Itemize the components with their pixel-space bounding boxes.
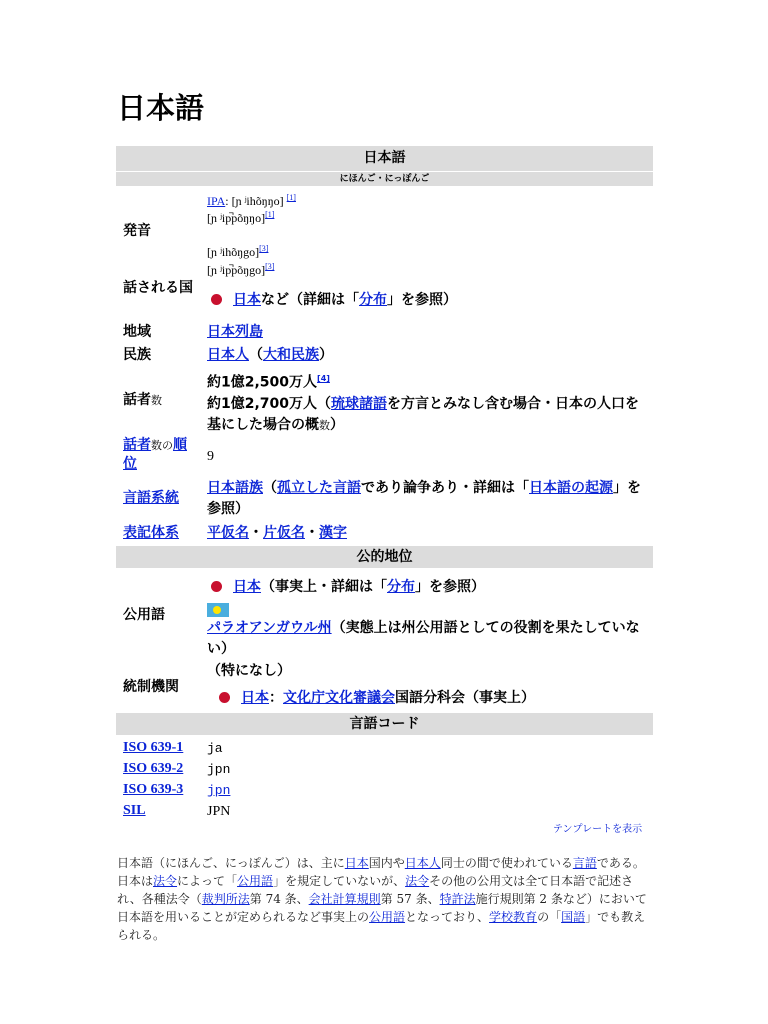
- ethnicity-label: 民族: [123, 347, 151, 363]
- japan-flag-icon: [207, 581, 225, 593]
- template-link-wrap: [553, 820, 642, 835]
- school-education-link[interactable]: 学校教育: [489, 910, 538, 924]
- ipa-line-2: [ɲ ʲip̚põŋŋo][1]: [207, 210, 275, 225]
- speakers-value: [207, 368, 653, 436]
- official-language-link[interactable]: 公用語: [237, 874, 274, 888]
- region-label: 地域: [123, 324, 151, 340]
- official-japan: 日本（事実上・詳細は「分布」を参照）: [207, 577, 653, 598]
- ryukyuan-link[interactable]: 琉球諸語: [331, 395, 388, 412]
- japan-flag-icon: [207, 294, 225, 306]
- agency-link[interactable]: 文化庁文化審議会: [283, 690, 395, 706]
- japan-link[interactable]: 日本: [344, 856, 369, 870]
- kokugo-link[interactable]: 国語: [561, 910, 586, 924]
- japan-flag-icon: [215, 692, 233, 704]
- writing-value: 平仮名・片仮名・漢字: [207, 525, 347, 541]
- speakers-link[interactable]: 話者: [123, 437, 151, 453]
- japanese-people-link[interactable]: 日本人: [404, 856, 441, 870]
- countries-value: 日本など（詳細は「分布」を参照）: [207, 290, 457, 311]
- code-label-link[interactable]: ISO 639-1: [123, 740, 184, 755]
- rank-value: 9: [207, 449, 214, 464]
- official-status-header: 公的地位: [116, 546, 653, 568]
- court-act-link[interactable]: 裁判所法: [201, 892, 250, 906]
- speakers-line-1: 約1億2,500万人[4]: [207, 374, 330, 391]
- angaur-link[interactable]: パラオアンガウル州: [207, 620, 332, 636]
- code-label-link[interactable]: ISO 639-3: [123, 782, 184, 797]
- code-label-link[interactable]: SIL: [123, 803, 146, 818]
- countries-label: 話される国: [123, 280, 193, 296]
- hiragana-link[interactable]: 平仮名: [207, 525, 249, 541]
- code-value: jpn: [207, 762, 231, 777]
- speakers-line-2: 約1億2,700万人（琉球諸語を方言とみなし含む場合・日本の人口を基にした場合の概数）: [207, 395, 640, 433]
- yamato-link[interactable]: 大和民族: [263, 347, 319, 363]
- region-value: [207, 322, 263, 343]
- ipa-link[interactable]: IPA: [207, 194, 226, 208]
- ethnicity-value: 日本人（大和民族）: [207, 347, 333, 363]
- writing-system-link[interactable]: 表記体系: [123, 525, 179, 541]
- family-label: [123, 489, 179, 508]
- ipa-line-4: [ɲ ʲip̚põŋgo][3]: [207, 262, 275, 277]
- distribution-link[interactable]: 分布: [359, 292, 387, 308]
- code-value[interactable]: jpn: [207, 783, 231, 798]
- japan-link[interactable]: 日本: [233, 292, 261, 308]
- rank-link[interactable]: 順位: [123, 437, 187, 472]
- writing-label: [123, 524, 179, 543]
- language-codes-header: 言語コード: [116, 713, 653, 735]
- official-value: [207, 577, 653, 660]
- regulator-value: [207, 661, 653, 709]
- show-template-link[interactable]: テンプレートを表示: [553, 824, 643, 835]
- company-accounting-link[interactable]: 会社計算規則: [308, 892, 381, 906]
- japan-link[interactable]: 日本: [241, 690, 269, 706]
- law-link[interactable]: 法令: [405, 874, 430, 888]
- japanese-archipelago-link[interactable]: 日本列島: [207, 324, 263, 340]
- distribution-link[interactable]: 分布: [387, 579, 415, 595]
- regulator-none: （特になし）: [207, 663, 291, 679]
- speakers-label: 話者数: [123, 392, 162, 408]
- family-value: 日本語族（孤立した言語であり論争あり・詳細は「日本語の起源」を参照）: [207, 480, 641, 517]
- katakana-link[interactable]: 片仮名: [263, 525, 305, 541]
- japan-link[interactable]: 日本: [233, 579, 261, 595]
- official-palau: パラオアンガウル州（実態上は州公用語としての役割を果たしていない）: [207, 620, 640, 657]
- ref-link[interactable]: [3]: [259, 244, 269, 253]
- official-language-link[interactable]: 公用語: [369, 910, 406, 924]
- infobox-reading: にほんご・にっぽんご: [116, 172, 653, 186]
- japonic-link[interactable]: 日本語族: [207, 480, 263, 496]
- infobox-title: 日本語: [116, 146, 653, 171]
- pronunciation-label: 発音: [123, 223, 151, 239]
- page-title: 日本語: [117, 91, 205, 125]
- regulator-japan: 日本：文化庁文化審議会国語分科会（事実上）: [207, 688, 653, 709]
- regulator-label: 統制機関: [123, 679, 179, 695]
- ref-link[interactable]: [3]: [265, 262, 275, 271]
- ref-link[interactable]: [1]: [265, 210, 275, 219]
- code-value: JPN: [207, 804, 231, 819]
- code-value: ja: [207, 741, 223, 756]
- intro-paragraph: 日本語（にほんご、にっぽんご）は、主に日本国内や日本人同士の間で使われている言語である。日本は法令によって「公用語」を規定していないが、法令その他の公用文は全て日本語で記述され、各種法令（裁判所法第 74 条、会社計算規則第 57 条、特許法施行規則第 2 条など）において日本語を用いることが定められるなど事実上の公用語となっており、学校教育の「国語」でも教えられる。: [117, 856, 647, 942]
- official-palau-flag-row: [207, 600, 653, 618]
- palau-flag-icon: [207, 603, 229, 617]
- patent-act-link[interactable]: 特許法: [439, 892, 476, 906]
- rank-label: 話者数の順位: [123, 437, 187, 472]
- language-link[interactable]: 言語: [572, 856, 597, 870]
- official-label: 公用語: [123, 607, 165, 623]
- ref-link[interactable]: [1]: [286, 193, 296, 202]
- isolate-link[interactable]: 孤立した言語: [277, 480, 361, 496]
- ref-link[interactable]: [4]: [317, 374, 330, 383]
- kanji-link[interactable]: 漢字: [319, 525, 347, 541]
- law-link[interactable]: 法令: [153, 874, 178, 888]
- origin-link[interactable]: 日本語の起源: [529, 480, 613, 496]
- code-label-link[interactable]: ISO 639-2: [123, 761, 184, 776]
- japanese-people-link[interactable]: 日本人: [207, 347, 249, 363]
- ipa-line-3: [ɲ ʲihõŋgo][3]: [207, 244, 269, 259]
- ipa-line-1: IPA: [ɲ ʲihõŋŋo] [1]: [207, 193, 296, 208]
- family-link[interactable]: 言語系統: [123, 490, 179, 506]
